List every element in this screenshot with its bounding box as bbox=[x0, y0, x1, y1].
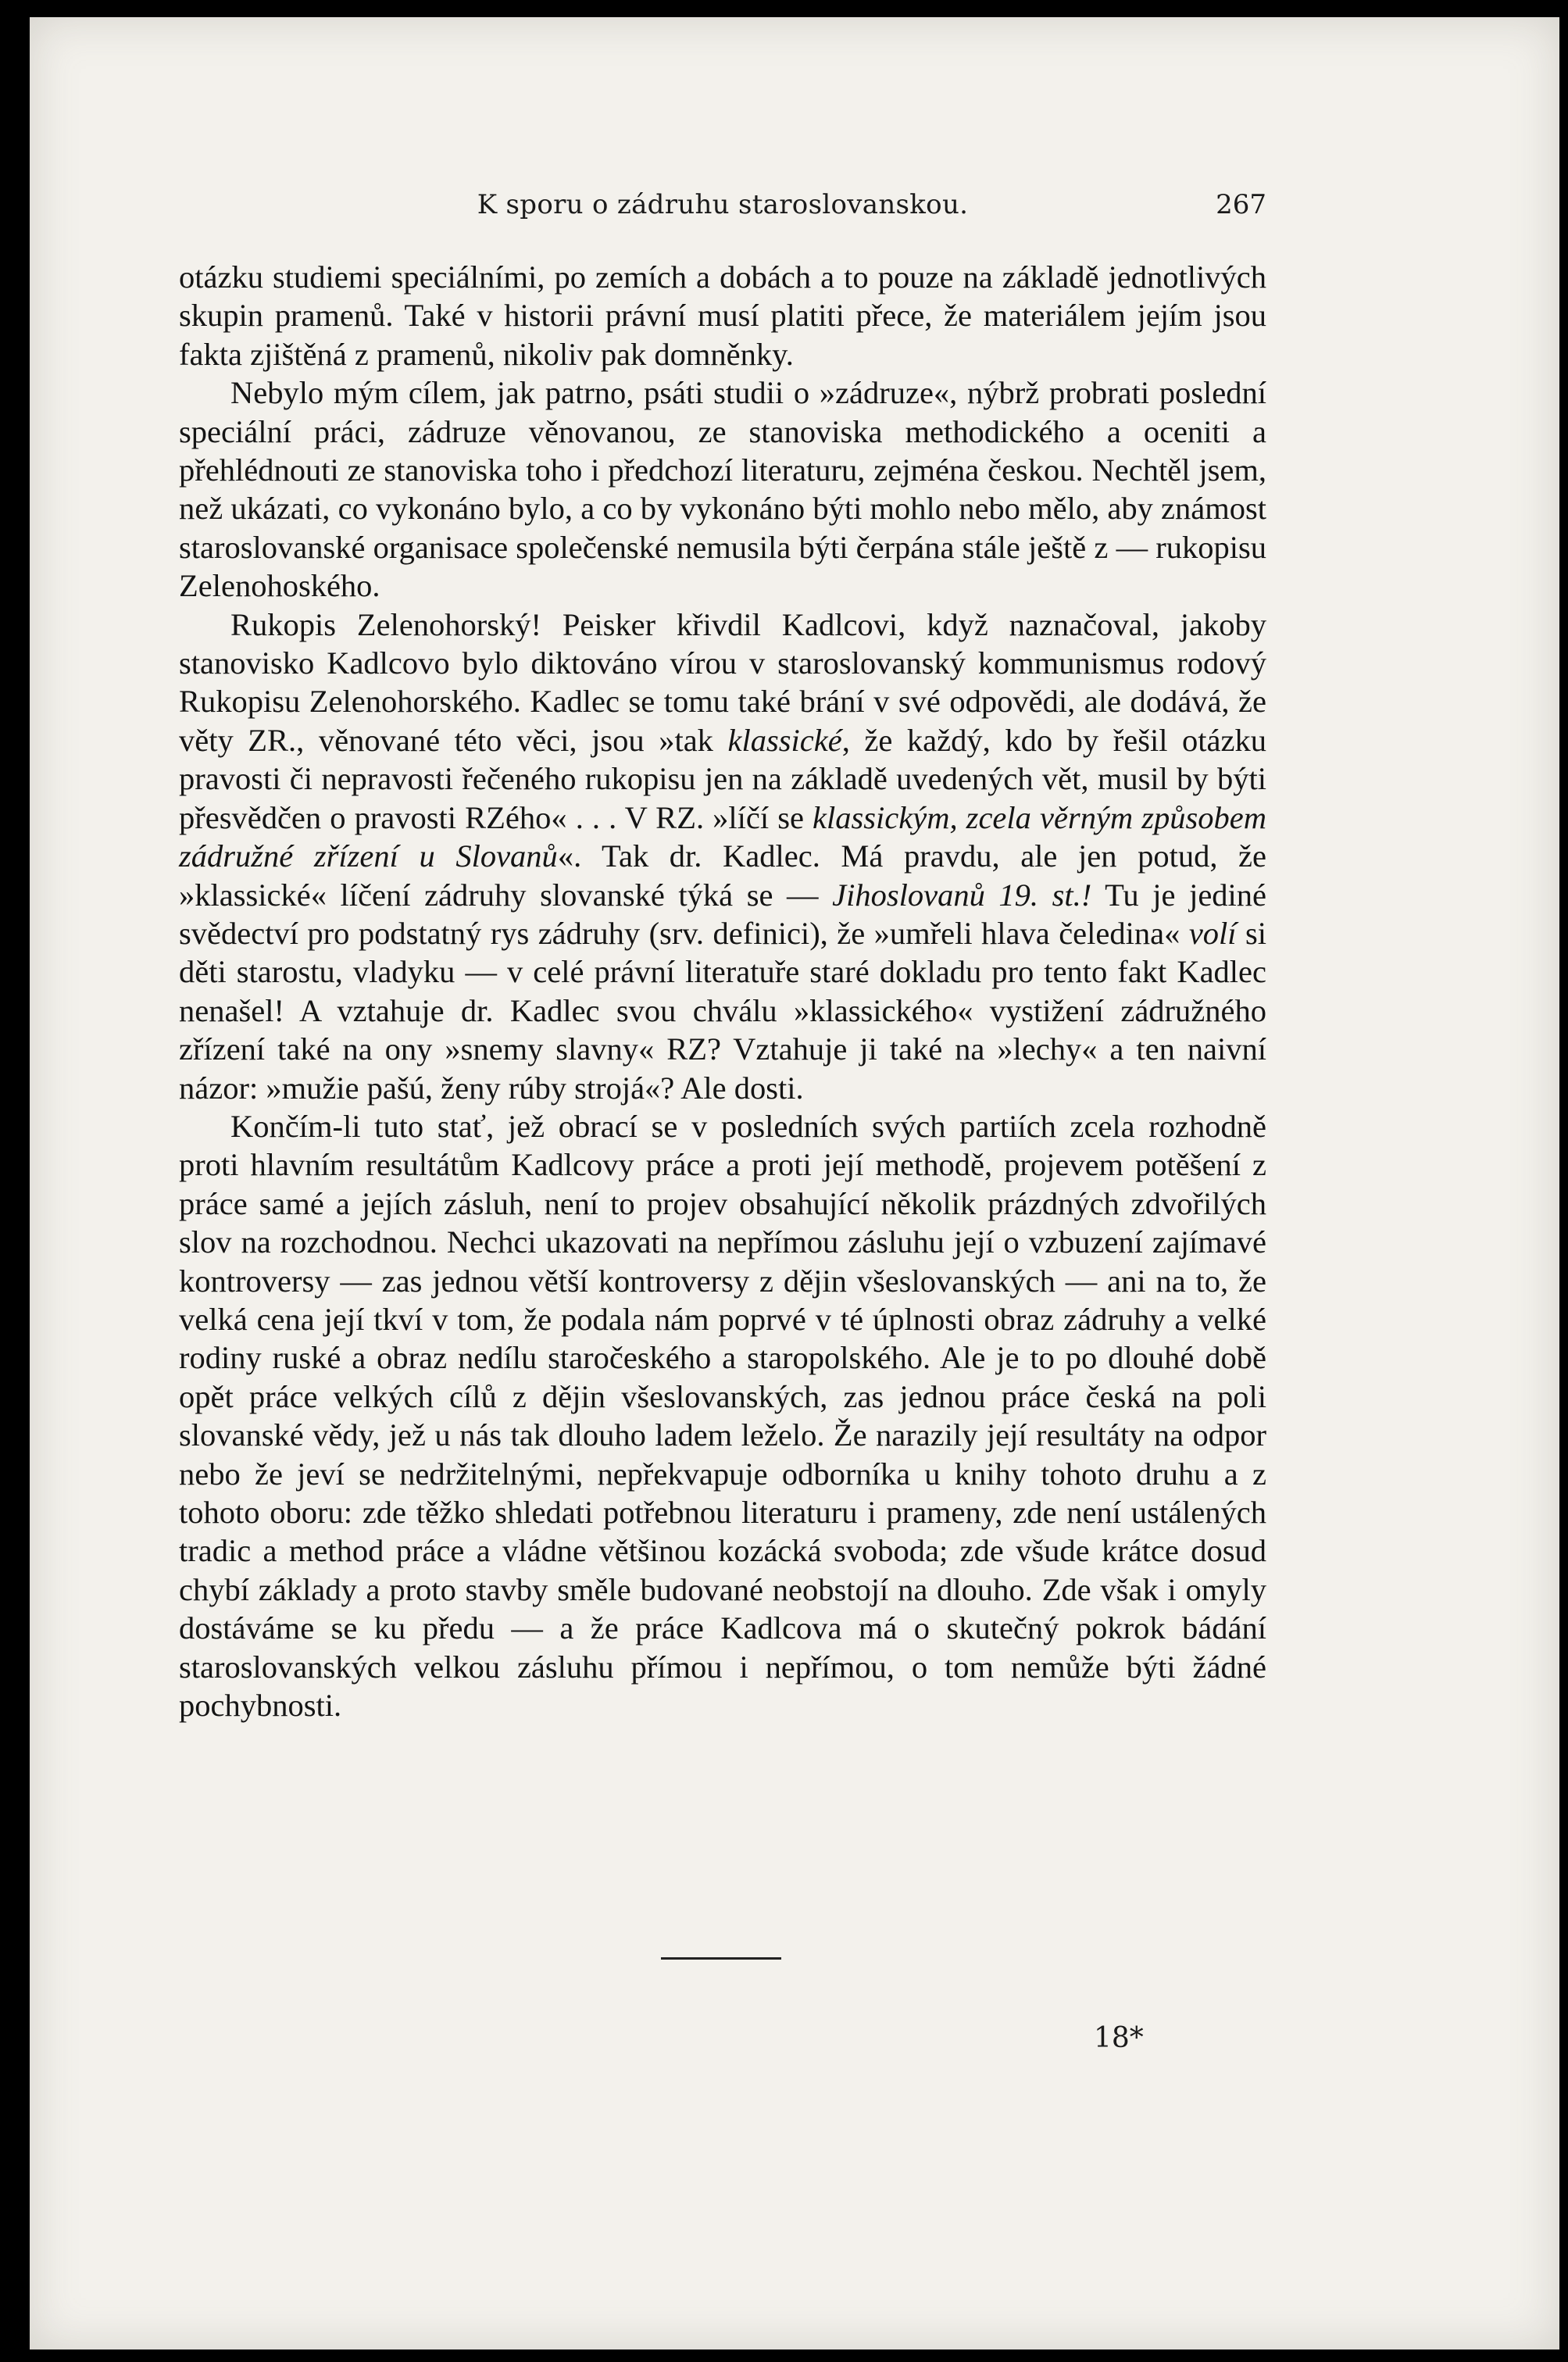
paragraph-1 bbox=[179, 258, 1266, 373]
paragraph-3-italic-klassicke: klassické bbox=[727, 722, 842, 758]
paragraph-3-text-e: «. Tak dr. Kadlec. Má pravdu, ale jen potud, že »klassické« líčení zádruhy slovanské týká se — bbox=[179, 838, 1267, 913]
paragraph-3-italic-quote: klassickým, zcela věrným způsobem zádružné zřízení u Slovanů bbox=[179, 799, 1266, 874]
paragraph-3-text-c: , že každý, kdo by řešil otázku pravosti či nepravosti řečeného rukopisu jen na základě uvedených vět, musil by býti přesvědčen o pravosti RZého« . . . V RZ. »líčí se bbox=[179, 722, 1266, 835]
paragraph-4 bbox=[179, 1107, 1266, 1725]
section-end-rule bbox=[661, 1957, 781, 1960]
paragraph-3-italic-voli: volí bbox=[1188, 915, 1237, 951]
paragraph-3-text-g: Tu je jediné svědectví pro podstatný rys zádruhy (srv. definici), že »umřeli hlava čeledina« bbox=[179, 877, 1267, 951]
body-text bbox=[179, 258, 1266, 1724]
paragraph-3-italic-jihoslovanu: Jihoslovanů 19. st.! bbox=[832, 877, 1092, 913]
signature-mark: 18* bbox=[1094, 2022, 1144, 2054]
running-title: K sporu o zádruhu staroslovanskou. bbox=[477, 189, 969, 220]
page-number: 267 bbox=[1216, 189, 1266, 220]
paragraph-1-text: otázku studiemi speciálními, po zemích a dobách a to pouze na základě jednotlivých skupin pramenů. Také v historii právní musí platiti přece, že materiálem jejím jsou fakta zjištěná z pramenů, nikoliv pak domněnky. bbox=[179, 259, 1266, 372]
paragraph-2-text: Nebylo mým cílem, jak patrno, psáti studii o »zádruze«, nýbrž probrati poslední speciální práci, zádruze věnovanou, ze stanoviska methodického a oceniti a přehlédnouti ze stanoviska toho i předchozí literaturu, zejména českou. Nechtěl jsem, než ukázati, co vykonáno bylo, a co by vykonáno býti mohlo nebo mělo, aby známost staroslovanské organisace společenské nemusila býti čerpána stále ještě z — rukopisu Zelenohoského. bbox=[179, 375, 1266, 604]
paragraph-2 bbox=[179, 373, 1266, 605]
paragraph-3-text-i: si děti starostu, vladyku — v celé právní literatuře staré dokladu pro tento fakt Kadlec nenašel! A vztahuje dr. Kadlec svou chválu »klassického« vystižení zádružného zřízení také na ony »snemy slavny« RZ? Vztahuje ji také na »lechy« a ten naivní názor: »mužie pašú, ženy rúby strojá«? Ale dosti. bbox=[179, 915, 1267, 1106]
paragraph-3-text-a: Rukopis Zelenohorský! Peisker křivdil Kadlcovi, když naznačoval, jakoby stanovisko Kadlcovo bylo diktováno vírou v staroslovanský kommunismus rodový Rukopisu Zelenohorského. Kadlec se tomu také brání v své odpovědi, ale dodává, že věty ZR., věnované této věci, jsou »tak bbox=[179, 606, 1266, 758]
paragraph-4-text: Končím-li tuto stať, jež obrací se v posledních svých partiích zcela rozhodně proti hlavním resultátům Kadlcovy práce a proti její methodě, projevem potěšení z práce samé a jejích zásluh, není to projev obsahující několik prázdných zdvořilých slov na rozchodnou. Nechci ukazovati na nepřímou zásluhu její o vzbuzení zajímavé kontroversy — zas jednou větší kontroversy z dějin všeslovanských — ani na to, že velká cena její tkví v tom, že podala nám poprvé v té úplnosti obraz zádruhy a velké rodiny ruské a obraz nedílu staročeského a staropolského. Ale je to po dlouhé době opět práce velkých cílů z dějin všeslovanských, zas jednou práce česká na poli slovanské vědy, jež u nás tak dlouho ladem leželo. Že narazily její resultáty na odpor nebo že jeví se nedržitelnými, nepřekvapuje odborníka u knihy tohoto druhu a z tohoto oboru: zde těžko shledati potřebnou literaturu i prameny, zde není ustálených tradic a method práce a vládne většinou kozácká svoboda; zde všude krátce dosud chybí základy a proto stavby směle budované neobstojí na dlouho. Zde však i omyly dostáváme se ku předu — a že práce Kadlcova má o skutečný pokrok bádání staroslovanských velkou zásluhu přímou i nepřímou, o tom nemůže býti žádné pochybnosti. bbox=[179, 1108, 1266, 1724]
paragraph-3 bbox=[179, 606, 1266, 1107]
page-header bbox=[179, 180, 1266, 227]
